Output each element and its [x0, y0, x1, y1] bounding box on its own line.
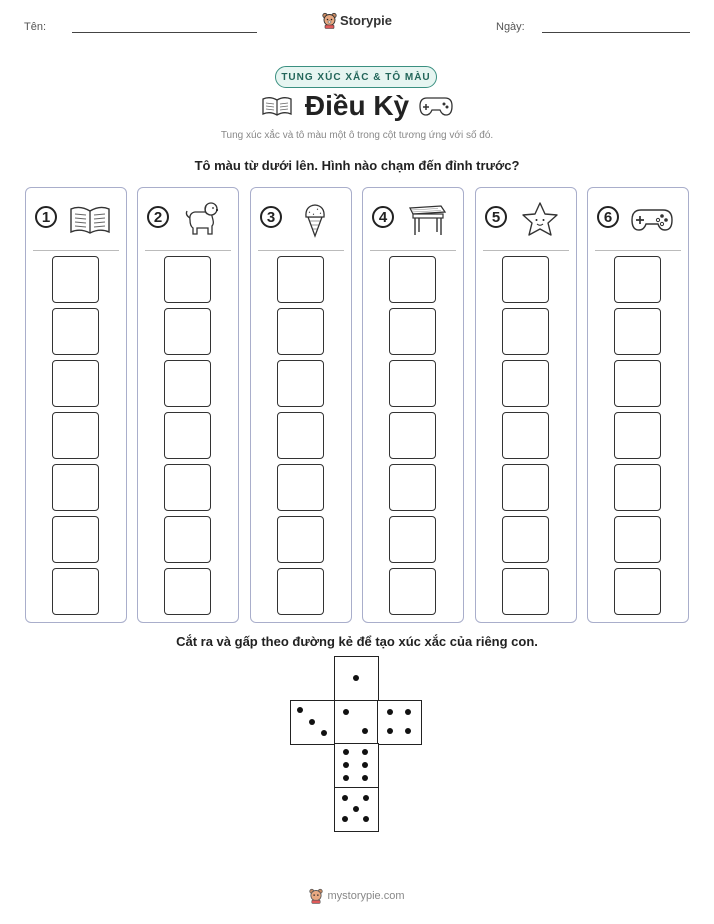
color-box[interactable] [52, 464, 99, 511]
color-box[interactable] [614, 308, 661, 355]
dice-column-3 [250, 187, 352, 623]
dice-pip [387, 709, 393, 715]
dice-face-3 [290, 700, 335, 745]
color-box[interactable] [52, 412, 99, 459]
dice-pip [297, 707, 303, 713]
instructions-text: Tung xúc xắc và tô màu một ô trong cột tương ứng với số đó. [220, 130, 494, 141]
color-box[interactable] [502, 308, 549, 355]
color-box[interactable] [164, 308, 211, 355]
column-number: 3 [260, 206, 282, 228]
column-divider [145, 250, 231, 251]
question-text: Tô màu từ dưới lên. Hình nào chạm đến đỉnh trước? [194, 158, 520, 173]
activity-badge: TUNG XÚC XẮC & TÔ MÀU [275, 66, 437, 88]
column-number: 2 [147, 206, 169, 228]
color-box[interactable] [389, 360, 436, 407]
dice-pip [309, 719, 315, 725]
dice-pip [353, 806, 359, 812]
color-box[interactable] [52, 256, 99, 303]
storypie-logo [322, 12, 392, 29]
dice-net [290, 656, 425, 836]
column-divider [370, 250, 456, 251]
color-box[interactable] [614, 412, 661, 459]
color-box[interactable] [389, 516, 436, 563]
dice-pip [342, 795, 348, 801]
name-label: Tên: [24, 21, 47, 33]
color-box[interactable] [614, 516, 661, 563]
color-box[interactable] [502, 464, 549, 511]
column-number: 6 [597, 206, 619, 228]
color-box[interactable] [614, 256, 661, 303]
footer [0, 888, 714, 904]
color-box[interactable] [389, 568, 436, 615]
school-desk-icon [405, 200, 449, 238]
color-box[interactable] [614, 360, 661, 407]
color-box[interactable] [277, 516, 324, 563]
column-divider [33, 250, 119, 251]
color-box[interactable] [277, 464, 324, 511]
color-box[interactable] [614, 464, 661, 511]
dice-column-5 [475, 187, 577, 623]
dice-pip [363, 795, 369, 801]
color-box[interactable] [389, 308, 436, 355]
book-icon [68, 200, 112, 238]
dice-column-2 [137, 187, 239, 623]
game-controller-icon [419, 95, 453, 122]
dice-pip [362, 749, 368, 755]
color-box[interactable] [52, 360, 99, 407]
dice-pip [387, 728, 393, 734]
color-box[interactable] [389, 412, 436, 459]
dog-icon [180, 200, 224, 238]
color-box[interactable] [52, 516, 99, 563]
color-box[interactable] [502, 568, 549, 615]
dice-column-6 [587, 187, 689, 623]
color-box[interactable] [52, 568, 99, 615]
dice-column-4 [362, 187, 464, 623]
dice-face-6 [334, 743, 379, 788]
star-icon [518, 200, 562, 238]
footer-url: mystorypie.com [327, 890, 405, 902]
dice-column-1 [25, 187, 127, 623]
column-number: 5 [485, 206, 507, 228]
color-box[interactable] [277, 360, 324, 407]
color-box[interactable] [164, 516, 211, 563]
dice-pip [363, 816, 369, 822]
color-box[interactable] [614, 568, 661, 615]
page-title: Điều Kỳ [304, 90, 410, 121]
color-box[interactable] [502, 516, 549, 563]
game-controller-icon [630, 200, 674, 238]
color-box[interactable] [52, 308, 99, 355]
color-box[interactable] [502, 412, 549, 459]
color-box[interactable] [164, 412, 211, 459]
dice-pip [353, 675, 359, 681]
dice-pip [362, 762, 368, 768]
dice-pip [321, 730, 327, 736]
column-divider [258, 250, 344, 251]
column-number: 4 [372, 206, 394, 228]
dice-pip [362, 728, 368, 734]
dice-pip [343, 775, 349, 781]
color-box[interactable] [389, 464, 436, 511]
dice-pip [343, 762, 349, 768]
color-box[interactable] [164, 360, 211, 407]
dice-face-5 [334, 787, 379, 832]
cut-instruction: Cắt ra và gấp theo đường kẻ để tạo xúc xắc của riêng con. [176, 634, 538, 649]
color-box[interactable] [277, 308, 324, 355]
dice-face-1 [334, 656, 379, 701]
name-line [72, 32, 257, 33]
color-box[interactable] [277, 568, 324, 615]
column-divider [595, 250, 681, 251]
bear-footer-icon [309, 888, 323, 904]
dice-pip [405, 709, 411, 715]
logo-text: Storypie [340, 13, 393, 28]
color-box[interactable] [164, 568, 211, 615]
color-box[interactable] [502, 256, 549, 303]
dice-pip [343, 709, 349, 715]
dice-pip [362, 775, 368, 781]
dice-pip [343, 749, 349, 755]
color-box[interactable] [502, 360, 549, 407]
column-divider [483, 250, 569, 251]
date-line [542, 32, 690, 33]
dice-face-4 [377, 700, 422, 745]
dice-pip [342, 816, 348, 822]
column-number: 1 [35, 206, 57, 228]
dice-face-2 [334, 700, 379, 745]
date-label: Ngày: [496, 21, 525, 33]
color-box[interactable] [389, 256, 436, 303]
dice-pip [405, 728, 411, 734]
color-box[interactable] [164, 256, 211, 303]
color-box[interactable] [164, 464, 211, 511]
color-box[interactable] [277, 412, 324, 459]
bear-logo-icon [322, 12, 337, 29]
ice-cream-icon [293, 200, 337, 238]
color-box[interactable] [277, 256, 324, 303]
